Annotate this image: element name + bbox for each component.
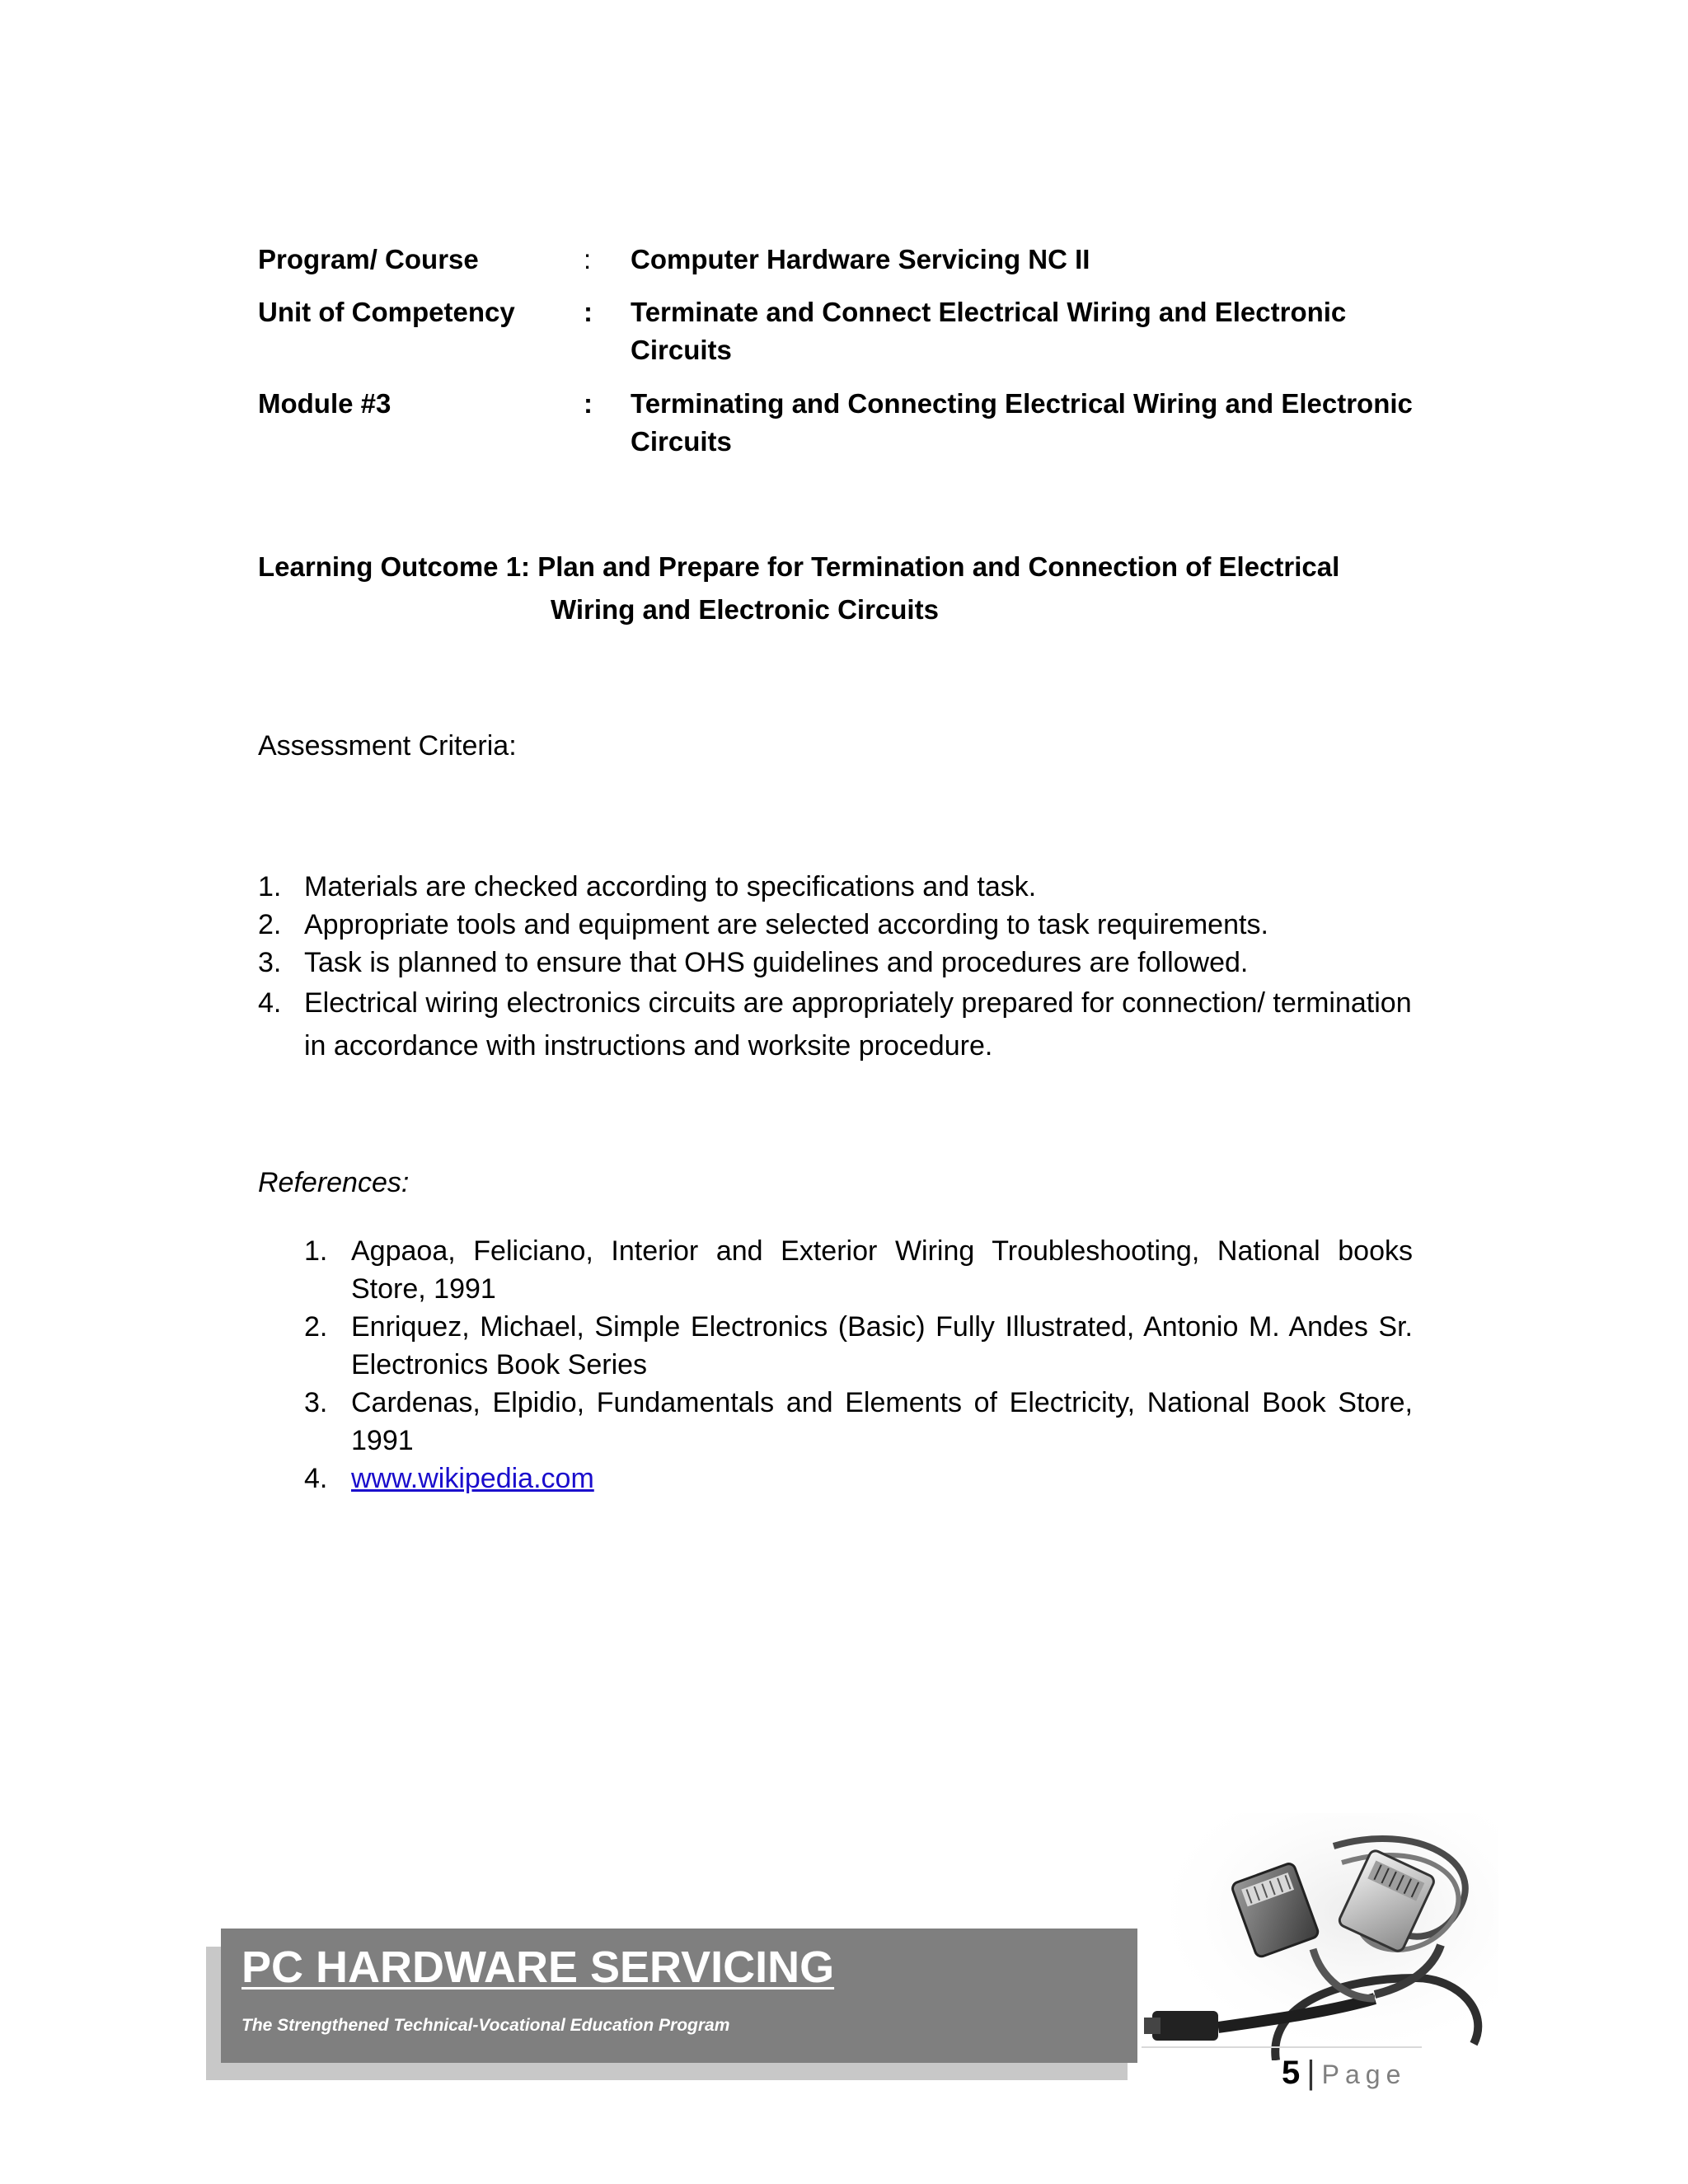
learning-outcome-heading <box>258 546 1412 631</box>
unit-label: Unit of Competency <box>258 297 515 327</box>
assessment-criteria-list <box>258 868 1412 1067</box>
references-label: References: <box>258 1167 410 1198</box>
program-value: Computer Hardware Servicing NC II <box>631 244 1090 274</box>
criteria-item-text: Appropriate tools and equipment are selected according to task requirements. <box>304 909 1268 940</box>
criteria-item-number: 1. <box>258 871 282 902</box>
module-label: Module #3 <box>258 388 392 419</box>
page-number-value: 5 <box>1282 2055 1301 2091</box>
footer-title: PC HARDWARE SERVICING <box>241 1943 835 1992</box>
page-number-word: Page <box>1321 2060 1407 2089</box>
page-number <box>1282 2052 1406 2095</box>
assessment-criteria-label: Assessment Criteria: <box>258 730 517 762</box>
reference-item-text: Cardenas, Elpidio, Fundamentals and Elements of Electricity, National Book Store, 1991 <box>351 1387 1413 1456</box>
reference-item <box>304 1308 1413 1384</box>
wikipedia-link[interactable]: www.wikipedia.com <box>351 1463 594 1494</box>
learning-outcome-line-1: Learning Outcome 1: Plan and Prepare for Termination and Connection of Electrical <box>258 551 1340 582</box>
footer-banner <box>221 1929 1137 2063</box>
module-value: Terminating and Connecting Electrical Wiring and Electronic Circuits <box>631 388 1413 457</box>
criteria-item-text: Task is planned to ensure that OHS guidelines and procedures are followed. <box>304 947 1249 978</box>
reference-item-text: Agpaoa, Feliciano, Interior and Exterior Wiring Troubleshooting, National books Store, 1991 <box>351 1235 1413 1305</box>
criteria-item-number: 2. <box>258 909 282 940</box>
unit-colon: : <box>584 297 593 327</box>
references-list <box>304 1232 1413 1497</box>
criteria-item <box>258 944 1412 982</box>
criteria-item-text: Electrical wiring electronics circuits are appropriately prepared for connection/ termination in accordance with instructions and worksite procedure. <box>304 987 1412 1062</box>
reference-item <box>304 1384 1413 1460</box>
learning-outcome-line-2: Wiring and Electronic Circuits <box>551 594 939 625</box>
unit-value: Terminate and Connect Electrical Wiring and Electronic Circuits <box>631 297 1347 365</box>
criteria-item-number: 4. <box>258 987 282 1019</box>
footer-subtitle: The Strengthened Technical-Vocational Education Program <box>241 2016 730 2035</box>
page-number-separator: | <box>1306 2055 1315 2091</box>
program-label: Program/ Course <box>258 244 479 274</box>
module-colon: : <box>584 388 593 419</box>
criteria-item <box>258 868 1412 906</box>
criteria-item-text: Materials are checked according to specifications and task. <box>304 871 1037 902</box>
page-number-rule <box>1142 2046 1422 2048</box>
reference-item-number: 3. <box>304 1387 328 1418</box>
reference-item <box>304 1460 1413 1497</box>
criteria-item <box>258 982 1412 1067</box>
reference-item-number: 1. <box>304 1235 328 1267</box>
criteria-item-number: 3. <box>258 947 282 978</box>
reference-item-text: Enriquez, Michael, Simple Electronics (Basic) Fully Illustrated, Antonio M. Andes Sr. Electronics Book Series <box>351 1311 1413 1380</box>
reference-item-number: 4. <box>304 1463 328 1494</box>
criteria-item <box>258 906 1412 944</box>
program-colon: : <box>584 244 592 274</box>
reference-item-number: 2. <box>304 1311 328 1343</box>
reference-item <box>304 1232 1413 1308</box>
network-cable-image <box>1144 1813 1498 2060</box>
